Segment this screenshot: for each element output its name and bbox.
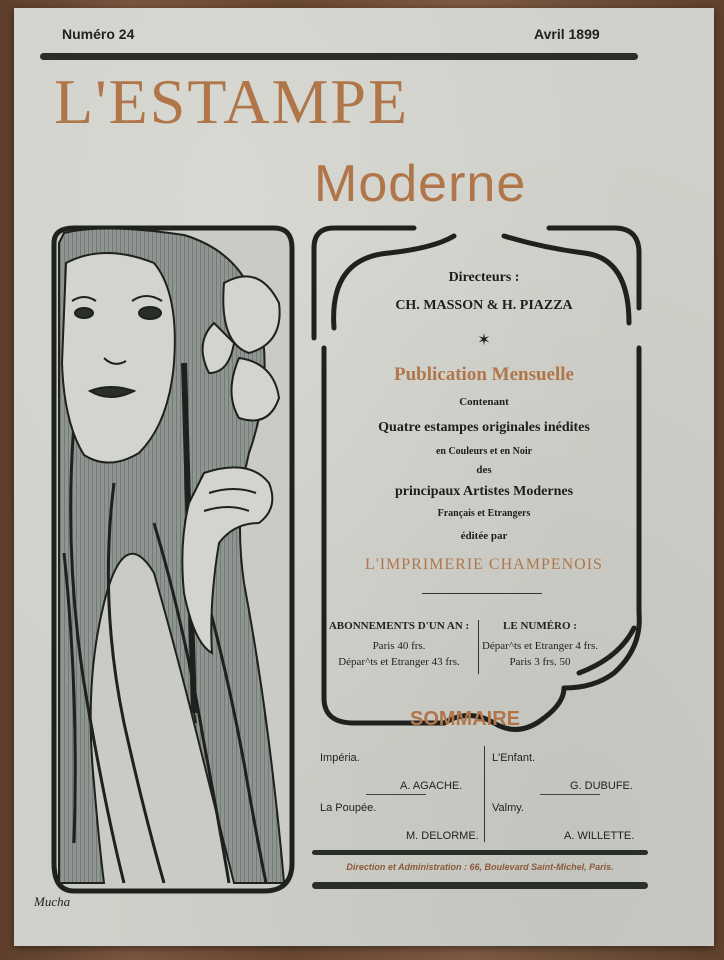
footer-rule-bottom	[312, 882, 648, 889]
footer-rule-top	[312, 850, 648, 855]
publication-line-francais: Français et Etrangers	[437, 508, 531, 519]
sommaire-item-3-author: M. DELORME.	[406, 830, 479, 842]
publication-line-contenant: Contenant	[459, 396, 509, 408]
issue-number: Numéro 24	[62, 26, 135, 42]
sommaire-item-1-title: Impéria.	[320, 752, 360, 764]
top-rule	[40, 53, 638, 60]
issue-date: Avril 1899	[534, 26, 600, 42]
printer-name: L'IMPRIMERIE CHAMPENOIS	[365, 556, 603, 573]
subscription-issue-paris: Paris 3 frs. 50	[509, 656, 571, 668]
title-line-2: Moderne	[314, 155, 527, 213]
subscription-year-title: ABONNEMENTS D'UN AN :	[328, 620, 470, 632]
subscription-divider	[478, 620, 479, 674]
subscription-issue-etranger: Dépar^ts et Etranger 4 frs.	[481, 640, 599, 652]
sommaire-dash-1	[366, 794, 426, 795]
mucha-woman-illustration	[44, 223, 299, 903]
star-ornament-icon: ✶	[477, 332, 491, 349]
sommaire-dash-2	[540, 794, 600, 795]
sommaire-item-4-author: A. WILLETTE.	[564, 830, 635, 842]
publication-line-couleurs: en Couleurs et en Noir	[435, 446, 533, 457]
publication-line-editee: éditée par	[460, 530, 508, 542]
subscription-issue-title: LE NUMÉRO :	[503, 620, 577, 632]
publication-line-estampes: Quatre estampes originales inédites	[378, 420, 590, 435]
subscription-year-etranger: Dépar^ts et Etranger 43 frs.	[338, 656, 460, 668]
magazine-cover	[14, 8, 714, 946]
subscription-year-paris: Paris 40 frs.	[372, 640, 426, 652]
publication-line-des: des	[476, 464, 492, 476]
sommaire-item-2-author: G. DUBUFE.	[570, 780, 633, 792]
sommaire-item-3-title: La Poupée.	[320, 802, 377, 814]
artist-signature: Mucha	[34, 894, 71, 909]
footer-address: Direction et Administration : 66, Boulevard Saint-Michel, Paris.	[346, 862, 614, 872]
directors-label: Directeurs :	[448, 270, 520, 285]
sommaire-item-4-title: Valmy.	[492, 802, 524, 814]
publication-line-artistes: principaux Artistes Modernes	[394, 484, 574, 499]
title-line-1: L'ESTAMPE	[54, 66, 410, 137]
sommaire-item-2-title: L'Enfant.	[492, 752, 536, 764]
directors-names: CH. MASSON & H. PIAZZA	[395, 298, 573, 313]
sommaire-divider	[484, 746, 485, 842]
sommaire-item-1-author: A. AGACHE.	[400, 780, 463, 792]
publication-heading: Publication Mensuelle	[394, 364, 574, 385]
divider-line	[422, 593, 542, 594]
sommaire-heading: SOMMAIRE	[410, 708, 520, 730]
